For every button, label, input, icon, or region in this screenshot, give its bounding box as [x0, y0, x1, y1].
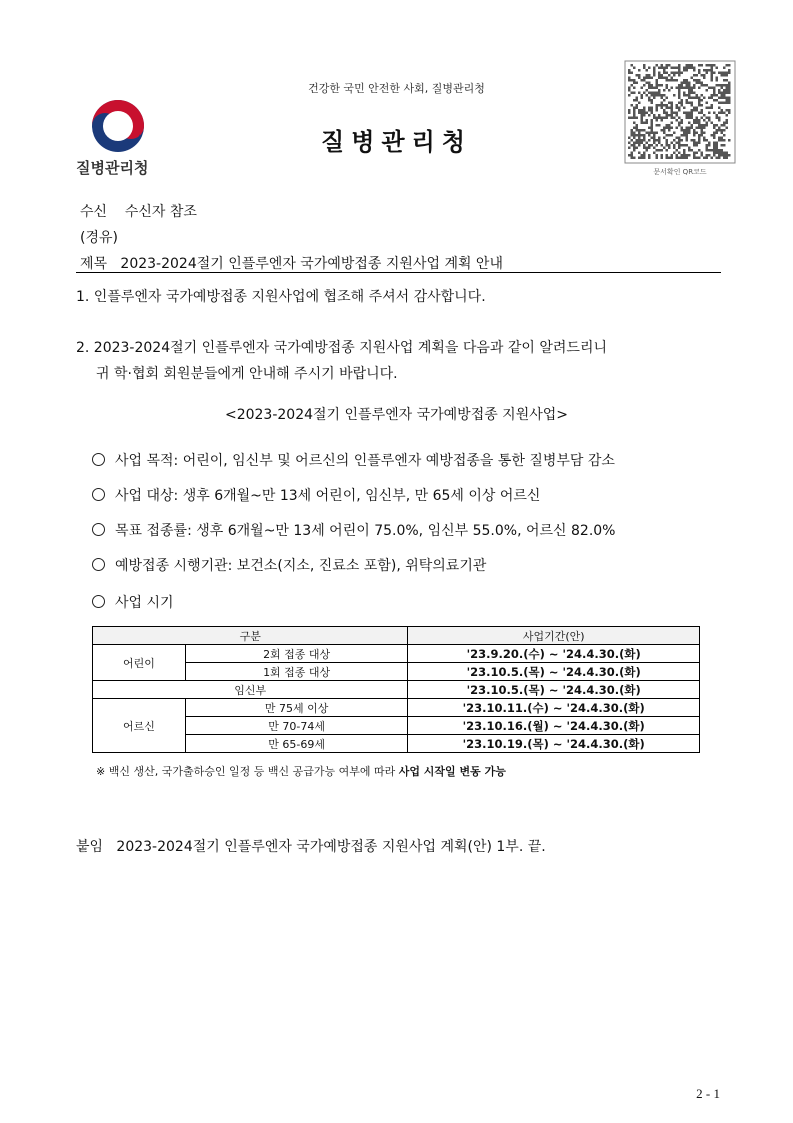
section-title: <2023-2024절기 인플루엔자 국가예방접종 지원사업>	[224, 407, 569, 423]
row-label: 만 70-74세	[185, 717, 408, 735]
paragraph-2-line-2: 귀 학·협회 회원분들에게 안내해 주시기 바랍니다.	[96, 366, 398, 382]
row-label: 만 65-69세	[185, 735, 408, 753]
row-label: 만 75세 이상	[185, 699, 408, 717]
row-period: '23.9.20.(수) ~ '24.4.30.(화)	[408, 645, 700, 663]
bullet-target: 사업 대상: 생후 6개월~만 13세 어린이, 임신부, 만 65세 이상 어르신	[92, 485, 540, 505]
bullet-period: 사업 시기	[92, 592, 174, 612]
circle-bullet-icon	[92, 453, 105, 466]
paragraph-2-line-1: 2. 2023-2024절기 인플루엔자 국가예방접종 지원사업 계획을 다음과 같이 알려드리니	[76, 340, 607, 356]
via-label: (경유)	[80, 230, 118, 246]
qr-code-icon	[623, 59, 737, 165]
note-prefix: ※ 백신 생산, 국가출하승인 일정 등 백신 공급가능 여부에 따라	[96, 765, 399, 778]
row-period: '23.10.19.(목) ~ '24.4.30.(화)	[408, 735, 700, 753]
header-period: 사업기간(안)	[408, 627, 700, 645]
attachment-label: 붙임	[76, 839, 104, 855]
table-header-row	[93, 627, 700, 645]
row-period: '23.10.11.(수) ~ '24.4.30.(화)	[408, 699, 700, 717]
row-period: '23.10.16.(월) ~ '24.4.30.(화)	[408, 717, 700, 735]
row-label: 2회 접종 대상	[185, 645, 408, 663]
circle-bullet-icon	[92, 558, 105, 571]
agency-title: 질병관리청	[321, 128, 472, 156]
subject-value: 2023-2024절기 인플루엔자 국가예방접종 지원사업 계획 안내	[120, 256, 503, 272]
qr-caption: 문서확인 QR코드	[653, 168, 707, 176]
recipient-value: 수신자 참조	[124, 204, 197, 220]
recipient-row	[80, 201, 197, 221]
subject-row	[80, 253, 503, 273]
recipient-label: 수신	[80, 204, 108, 220]
note-bold: 사업 시작일 변동 가능	[398, 765, 506, 778]
row-period: '23.10.5.(목) ~ '24.4.30.(화)	[408, 663, 700, 681]
paragraph-1: 1. 인플루엔자 국가예방접종 지원사업에 협조해 주셔서 감사합니다.	[76, 289, 486, 305]
table-row	[93, 699, 700, 717]
page-number: 2 - 1	[696, 1086, 720, 1101]
schedule-table	[92, 626, 700, 753]
bullet-institutions: 예방접종 시행기관: 보건소(지소, 진료소 포함), 위탁의료기관	[92, 555, 486, 575]
logo-text: 질병관리청	[76, 159, 149, 177]
bullet-goal-rate: 목표 접종률: 생후 6개월~만 13세 어린이 75.0%, 임신부 55.0%, 어르신 82.0%	[92, 520, 615, 540]
subject-label: 제목	[80, 256, 108, 272]
row-label: 1회 접종 대상	[185, 663, 408, 681]
group-child: 어린이	[93, 645, 186, 681]
circle-bullet-icon	[92, 488, 105, 501]
header-group: 구분	[93, 627, 408, 645]
circle-bullet-icon	[92, 523, 105, 536]
row-period: '23.10.5.(목) ~ '24.4.30.(화)	[408, 681, 700, 699]
slogan: 건강한 국민 안전한 사회, 질병관리청	[308, 82, 485, 95]
subject-divider	[76, 272, 721, 273]
table-row	[93, 681, 700, 699]
supply-note	[96, 763, 506, 779]
attachment-text: 2023-2024절기 인플루엔자 국가예방접종 지원사업 계획(안) 1부. 끝.	[116, 839, 546, 855]
attachment-row	[76, 836, 546, 856]
group-elderly: 어르신	[93, 699, 186, 753]
group-pregnant: 임신부	[93, 681, 408, 699]
bullet-purpose: 사업 목적: 어린이, 임신부 및 어르신의 인플루엔자 예방접종을 통한 질병부담 감소	[92, 450, 615, 470]
circle-bullet-icon	[92, 595, 105, 608]
table-row	[93, 645, 700, 663]
